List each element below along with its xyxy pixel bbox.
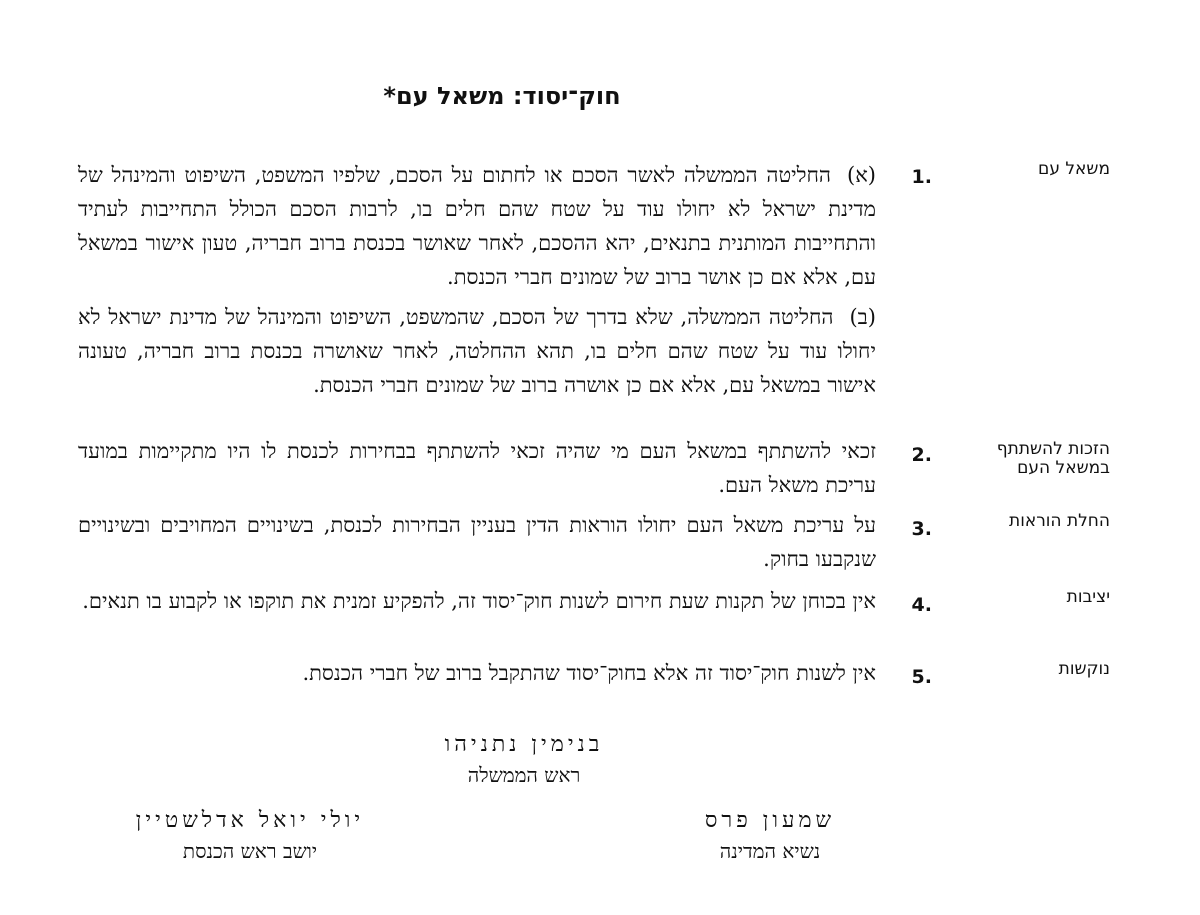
subsection-mark-a: (א) — [847, 163, 876, 187]
signature-president — [640, 806, 900, 866]
section-2-body: זכאי להשתתף במשאל העם מי שהיה זכאי להשתתף בבחירות לכנסת לו היו מתקיימות במועד עריכת משאל העם. — [78, 439, 876, 497]
subsection-text-b: החליטה הממשלה, שלא בדרך של הסכם, שהמשפט, השיפוט והמינהל של מדינת ישראל לא יחולו עוד על שטח שהם חלים בו, תהא ההחלטה, לאחר שאושרה בכנסת ברוב חבריה, טעונה אישור במשאל עם, אלא אם כן אושרה ברוב של שמונים חברי הכנסת. — [78, 305, 876, 397]
section-3-number: 3. — [911, 518, 932, 540]
section-1-paragraph-a — [78, 158, 876, 294]
section-4-body: אין בכוחן של תקנות שעת חירום לשנות חוק־יסוד זה, להפקיע זמנית את תוקפו או לקבוע בו תנאים. — [82, 589, 876, 613]
section-2-number: 2. — [911, 444, 932, 466]
section-5-margin-note: נוקשות — [1058, 659, 1110, 679]
section-1-paragraph-b — [78, 300, 876, 402]
president-role: נשיא המדינה — [719, 839, 821, 863]
section-5-body: אין לשנות חוק־יסוד זה אלא בחוק־יסוד שהתקבל ברוב של חברי הכנסת. — [302, 661, 876, 685]
section-3-margin-note: החלת הוראות — [1009, 511, 1110, 531]
section-4-number: 4. — [911, 594, 932, 616]
subsection-text-a: החליטה הממשלה לאשר הסכם או לחתום על הסכם, שלפיו המשפט, השיפוט והמינהל של מדינת ישראל לא יחולו עוד על שטח שהם חלים בו, לרבות הסכם הכולל התחייבות לעתיד והתחייבות המותנית בתנאים, יהא ההסכם, לאחר שאושר בכנסת ברוב חבריה, טעון אישור במשאל עם, אלא אם כן אושר ברוב של שמונים חברי הכנסת. — [78, 163, 876, 289]
law-title: חוק־יסוד: משאל עם* — [383, 82, 621, 110]
section-2-margin-note: הזכות להשתתף במשאל העם — [996, 439, 1110, 478]
knesset-speaker-role: יושב ראש הכנסת — [182, 839, 318, 863]
president-name: שמעון פרס — [704, 808, 836, 833]
knesset-speaker-name: יולי יואל אדלשטיין — [135, 808, 365, 833]
signature-prime-minister — [374, 730, 674, 790]
section-5-number: 5. — [911, 666, 932, 688]
section-1-number: 1. — [911, 166, 932, 188]
prime-minister-role: ראש הממשלה — [467, 763, 581, 787]
signature-knesset-speaker — [90, 806, 410, 866]
subsection-mark-b: (ב) — [849, 305, 876, 329]
section-1-margin-note: משאל עם — [1038, 159, 1110, 179]
section-1-body — [78, 158, 876, 402]
prime-minister-name: בנימין נתניהו — [444, 732, 604, 757]
section-3-body: על עריכת משאל העם יחולו הוראות הדין בעניין הבחירות לכנסת, בשינויים המחויבים ובשינויים שנקבעו בחוק. — [78, 513, 876, 571]
section-4-margin-note: יציבות — [1066, 587, 1110, 607]
